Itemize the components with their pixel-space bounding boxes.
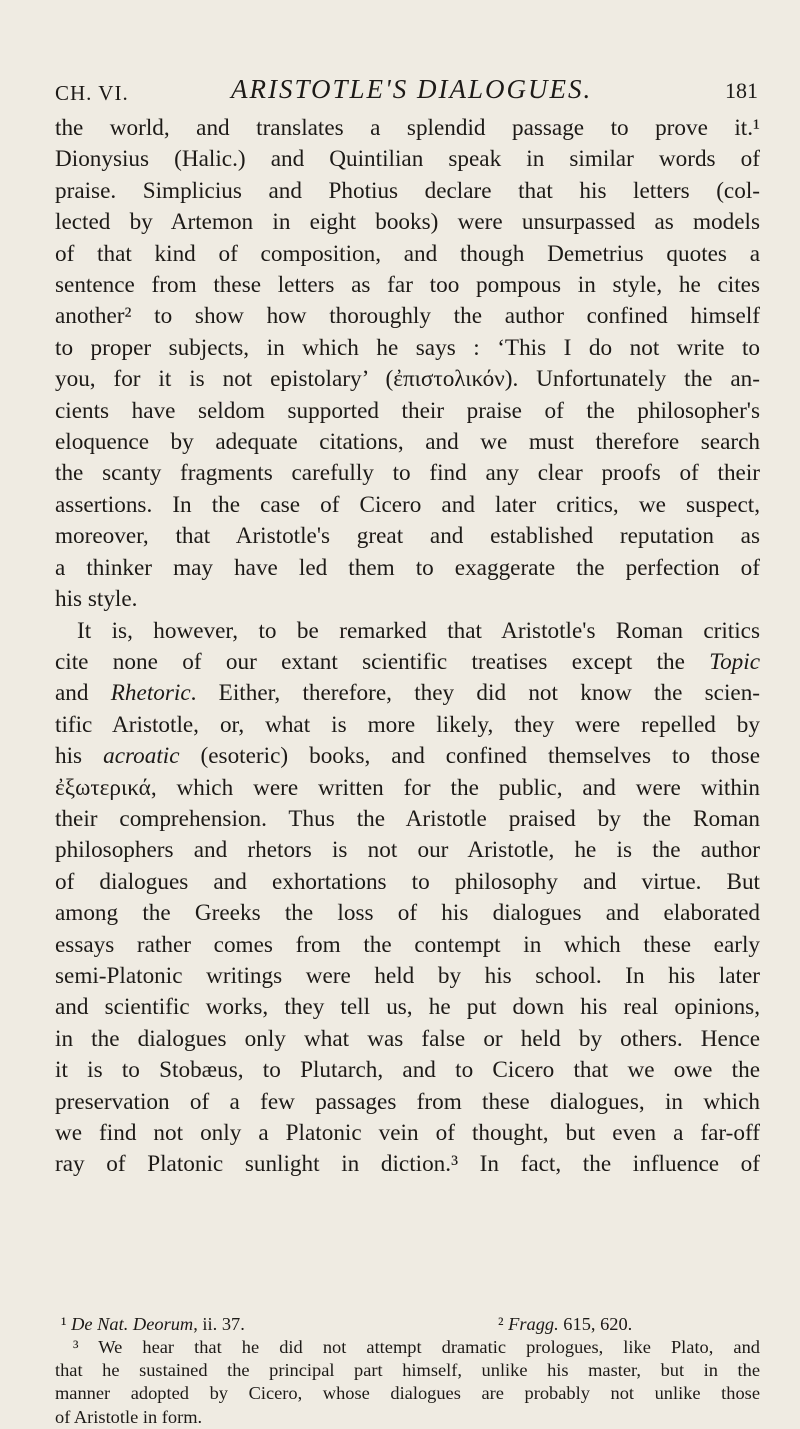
text-line: among the Greeks the loss of his dialogues and elaborated bbox=[55, 900, 760, 927]
text-line: the scanty fragments carefully to find any clear proofs of their bbox=[55, 460, 760, 487]
footnote-2: ² Fragg. 615, 620. bbox=[498, 1314, 633, 1334]
text-line: and Rhetoric. Either, therefore, they did not know the scien- bbox=[55, 680, 761, 707]
footnote-3-line: that he sustained the principal part himself, unlike his master, but in the bbox=[55, 1360, 760, 1381]
text-line: praise. Simplicius and Photius declare that his letters (col- bbox=[55, 177, 760, 204]
text-line: we find not only a Platonic vein of thought, but even a far-off bbox=[55, 1120, 760, 1146]
text-line: eloquence by adequate citations, and we must therefore search bbox=[55, 429, 760, 456]
text-line: moreover, that Aristotle's great and established reputation as bbox=[55, 523, 760, 550]
text-line: ἐξωτερικά, which were written for the public, and were within bbox=[55, 774, 760, 801]
text-line: It is, however, to be remarked that Aristotle's Roman critics bbox=[77, 617, 760, 644]
text-line: philosophers and rhetors is not our Aristotle, he is the author bbox=[55, 837, 760, 864]
text-line: lected by Artemon in eight books) were unsurpassed as models bbox=[55, 209, 760, 236]
text-line: assertions. In the case of Cicero and later critics, we suspect, bbox=[55, 491, 760, 518]
text-line: essays rather comes from the contempt in which these early bbox=[55, 931, 760, 958]
text-line: ray of Platonic sunlight in diction.³ In fact, the influence of bbox=[55, 1151, 760, 1178]
text-line: cients have seldom supported their praise of the philosopher's bbox=[55, 397, 760, 424]
footnotes bbox=[55, 1313, 760, 1429]
text-line: in the dialogues only what was false or held by others. Hence bbox=[55, 1025, 760, 1052]
running-head bbox=[55, 74, 758, 106]
footnote-row bbox=[55, 1313, 760, 1336]
text-line: sentence from these letters as far too pompous in style, he cites bbox=[55, 272, 760, 299]
text-line: it is to Stobæus, to Plutarch, and to Cicero that we owe the bbox=[55, 1057, 760, 1084]
text-line: his style. bbox=[55, 586, 138, 613]
text-line: his acroatic (esoteric) books, and confined themselves to those bbox=[55, 743, 761, 770]
text-line: preservation of a few passages from these dialogues, in which bbox=[55, 1088, 760, 1115]
page-number: 181 bbox=[725, 78, 758, 103]
footnote-3-line: ³ We hear that he did not attempt dramatic prologues, like Plato, and bbox=[73, 1337, 760, 1357]
text-line: a thinker may have led them to exaggerate the perfection of bbox=[55, 554, 760, 581]
text-line: of that kind of composition, and though Demetrius quotes a bbox=[55, 240, 760, 267]
text-line: tific Aristotle, or, what is more likely, they were repelled by bbox=[55, 711, 760, 738]
text-line: of dialogues and exhortations to philosophy and virtue. But bbox=[55, 868, 760, 895]
chapter-label: CH. VI. bbox=[55, 81, 129, 105]
text-line: to proper subjects, in which he says : ‘This I do not write to bbox=[55, 334, 760, 361]
running-title: ARISTOTLE'S DIALOGUES. bbox=[231, 74, 593, 104]
text-line: their comprehension. Thus the Aristotle praised by the Roman bbox=[55, 805, 760, 832]
text-line: another² to show how thoroughly the author confined himself bbox=[55, 303, 760, 330]
footnote-3-line: of Aristotle in form. bbox=[55, 1406, 203, 1427]
text-line: you, for it is not epistolary’ (ἐπιστολικόν). Unfortunately the an- bbox=[55, 366, 760, 393]
footnote-3-line: manner adopted by Cicero, whose dialogues are probably not unlike those bbox=[55, 1383, 760, 1404]
text-line: semi-Platonic writings were held by his school. In his later bbox=[55, 962, 760, 989]
body-text bbox=[55, 113, 760, 1181]
text-line: Dionysius (Halic.) and Quintilian speak in similar words of bbox=[55, 146, 760, 173]
text-line: the world, and translates a splendid passage to prove it.¹ bbox=[55, 115, 760, 141]
text-line: and scientific works, they tell us, he put down his real opinions, bbox=[55, 994, 760, 1021]
text-line: cite none of our extant scientific treatises except the Topic bbox=[55, 648, 760, 675]
footnote-1: ¹ De Nat. Deorum, ii. 37. bbox=[61, 1314, 245, 1334]
